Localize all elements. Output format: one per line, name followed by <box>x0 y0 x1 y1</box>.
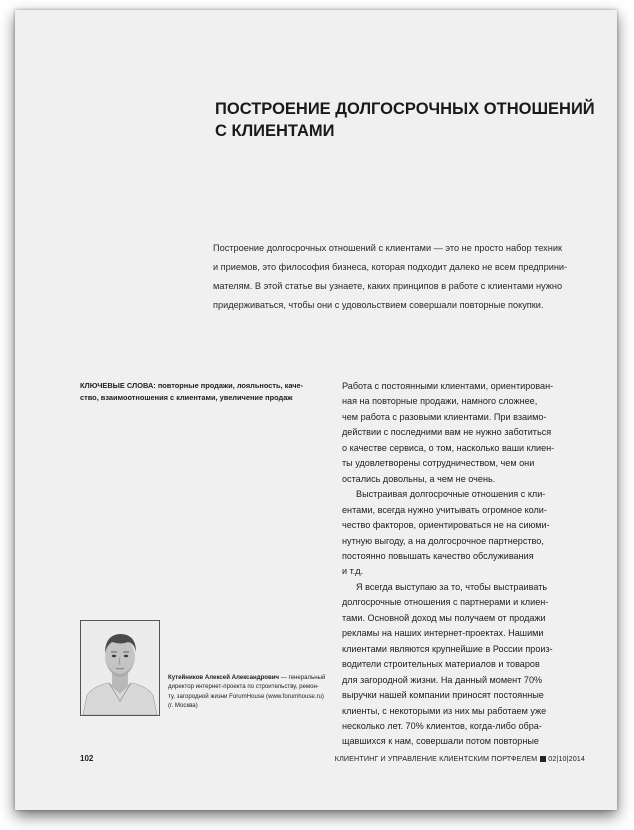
keywords-block <box>80 380 320 404</box>
author-description: — генеральный <box>279 674 326 681</box>
running-footer <box>335 754 585 763</box>
journal-name: КЛИЕНТИНГ И УПРАВЛЕНИЕ КЛИЕНТСКИМ ПОРТФЕЛЕМ <box>334 754 538 763</box>
body-line: о качестве сервиса, о том, насколько ваши клиен- <box>342 442 555 453</box>
lead-line: мателям. В этой статье вы узнаете, каких принципов в работе с клиентами нужно <box>213 281 563 291</box>
page-number: 102 <box>80 754 94 763</box>
body-line: и т.д. <box>342 566 364 577</box>
body-line: Я всегда выступаю за то, чтобы выстраивать <box>356 581 548 592</box>
body-line: клиентами являются крупнейшие в России произ- <box>342 643 553 654</box>
author-caption <box>168 673 328 710</box>
keywords-text: ство, взаимоотношения с клиентами, увеличение продаж <box>80 393 293 402</box>
body-line: постоянно повышать качество обслуживания <box>342 550 534 561</box>
body-line: ты удовлетворены сотрудничеством, чем они <box>342 458 535 469</box>
author-name: Кутейников Алексей Александрович <box>168 674 280 681</box>
author-description: директор интернет-проекта по строительству, ремон- <box>168 683 319 691</box>
body-line: чество факторов, ориентироваться не на сиюми- <box>342 520 550 531</box>
issue-date: 02|10|2014 <box>548 754 585 763</box>
body-line: водители строительных материалов и товаров <box>342 659 540 670</box>
body-line: Выстраивая долгосрочные отношения с кли- <box>356 489 546 500</box>
article-title <box>215 98 595 142</box>
body-line: для загородной жизни. На данный момент 70% <box>342 674 543 685</box>
body-line: ная на повторные продажи, намного сложнее, <box>342 396 538 407</box>
article-lead <box>213 239 605 315</box>
body-line: остались довольны, а чем не очень. <box>342 473 496 484</box>
body-line: несколько лет. 70% клиентов, когда-либо обра- <box>342 720 542 731</box>
keywords-text: повторные продажи, лояльность, каче- <box>155 381 304 390</box>
article-body <box>342 379 602 750</box>
body-line: чем работа с разовыми клиентами. При взаимо- <box>342 411 547 422</box>
author-description: ту, загородной жизни ForumHouse (www.forumhouse.ru) <box>168 692 324 700</box>
author-photo <box>80 620 160 716</box>
article-title-line: ПОСТРОЕНИЕ ДОЛГОСРОЧНЫХ ОТНОШЕНИЙ <box>215 100 595 118</box>
body-line: рекламы на наших интернет-проектах. Нашими <box>342 628 544 639</box>
body-line: выручки нашей компании приносят постоянные <box>342 690 544 701</box>
body-line: нутную выгоду, а на долгосрочное партнерство, <box>342 535 544 546</box>
lead-line: придерживаться, чтобы они с удовольствием совершали повторные покупки. <box>213 300 544 310</box>
lead-line: и приемов, это философия бизнеса, которая подходит далеко не всем предприни- <box>213 262 568 272</box>
body-line: тами. Основной доход мы получаем от продажи <box>342 612 546 623</box>
lead-line: Построение долгосрочных отношений с клиентами — это не просто набор техник <box>213 243 562 253</box>
body-line: Работа с постоянными клиентами, ориентирован- <box>342 381 554 391</box>
article-title-line: С КЛИЕНТАМИ <box>215 122 335 140</box>
keywords-label: КЛЮЧЕВЫЕ СЛОВА: <box>80 381 156 390</box>
body-line: долгосрочные отношения с партнерами и клиен- <box>342 597 549 608</box>
magazine-page <box>15 10 617 810</box>
body-line: клиенты, с некоторыми из них мы работаем уже <box>342 705 547 716</box>
author-portrait-image <box>81 621 159 715</box>
square-bullet-icon <box>540 756 546 762</box>
body-line: щавшихся к нам, совершали потом повторные <box>342 736 539 747</box>
body-line: действии с последними вам не нужно заботиться <box>342 427 552 438</box>
body-line: ентами, всегда нужно учитывать огромное коли- <box>342 504 547 515</box>
author-description: (г. Москва) <box>168 701 198 709</box>
